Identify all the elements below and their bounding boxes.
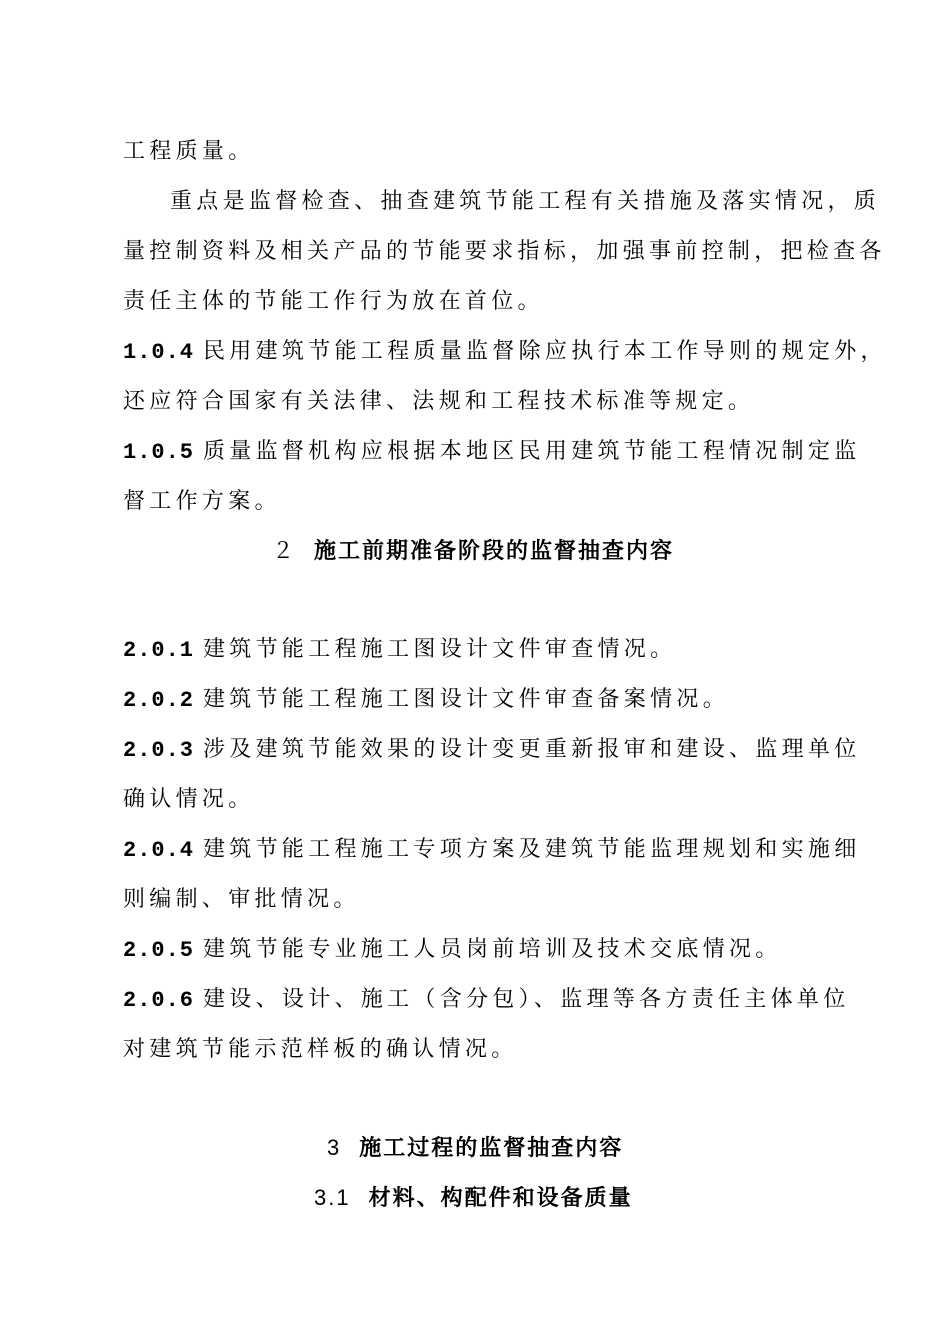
clause-2-0-1 <box>123 636 676 665</box>
clause-2-0-3 <box>123 736 861 765</box>
section-number: 3.1 <box>314 1185 351 1210</box>
clause-text: 建筑节能工程施工图设计文件审查备案情况。 <box>203 687 730 712</box>
paragraph-line: 还应符合国家有关法律、法规和工程技术标准等规定。 <box>123 389 755 414</box>
clause-text: 民用建筑节能工程质量监督除应执行本工作导则的规定外， <box>203 339 887 364</box>
section-number: 3 <box>327 1135 342 1160</box>
clause-text: 涉及建筑节能效果的设计变更重新报审和建设、监理单位 <box>203 737 861 762</box>
clause-text: 建筑节能专业施工人员岗前培训及技术交底情况。 <box>203 937 782 962</box>
paragraph-line: 对建筑节能示范样板的确认情况。 <box>123 1037 518 1062</box>
clause-2-0-2 <box>123 686 729 715</box>
paragraph-line: 督工作方案。 <box>123 489 281 514</box>
section-number: ２ <box>272 538 297 563</box>
clause-text: 建筑节能工程施工图设计文件审查情况。 <box>203 637 677 662</box>
paragraph-line: 责任主体的节能工作行为放在首位。 <box>123 289 544 314</box>
clause-number: 1.0.5 <box>123 440 195 465</box>
clause-number: 2.0.1 <box>123 638 195 663</box>
section-title: 施工前期准备阶段的监督抽查内容 <box>314 539 675 564</box>
clause-number: 2.0.2 <box>123 688 195 713</box>
paragraph-line: 重点是监督检查、抽查建筑节能工程有关措施及落实情况，质 <box>170 189 881 214</box>
paragraph-line: 确认情况。 <box>123 787 255 812</box>
paragraph-line: 工程质量。 <box>123 139 255 164</box>
section-heading-3 <box>327 1134 623 1163</box>
clause-2-0-4 <box>123 836 861 865</box>
clause-number: 2.0.4 <box>123 838 195 863</box>
clause-text: 建筑节能工程施工专项方案及建筑节能监理规划和实施细 <box>203 837 861 862</box>
clause-2-0-6 <box>123 986 850 1015</box>
clause-text: 建设、设计、施工（含分包）、监理等各方责任主体单位 <box>203 987 850 1012</box>
clause-number: 2.0.3 <box>123 738 195 763</box>
clause-2-0-5 <box>123 936 782 965</box>
section-title: 材料、构配件和设备质量 <box>368 1186 633 1211</box>
section-title: 施工过程的监督抽查内容 <box>359 1136 624 1161</box>
clause-number: 2.0.5 <box>123 938 195 963</box>
clause-1-0-5 <box>123 438 861 467</box>
clause-text: 质量监督机构应根据本地区民用建筑节能工程情况制定监 <box>203 439 861 464</box>
section-heading-2 <box>272 537 674 566</box>
paragraph-line: 量控制资料及相关产品的节能要求指标，加强事前控制，把检查各 <box>123 239 886 264</box>
paragraph-line: 则编制、审批情况。 <box>123 887 360 912</box>
clause-number: 2.0.6 <box>123 988 195 1013</box>
clause-number: 1.0.4 <box>123 340 195 365</box>
clause-1-0-4 <box>123 338 887 367</box>
subsection-heading-3-1 <box>314 1184 633 1213</box>
